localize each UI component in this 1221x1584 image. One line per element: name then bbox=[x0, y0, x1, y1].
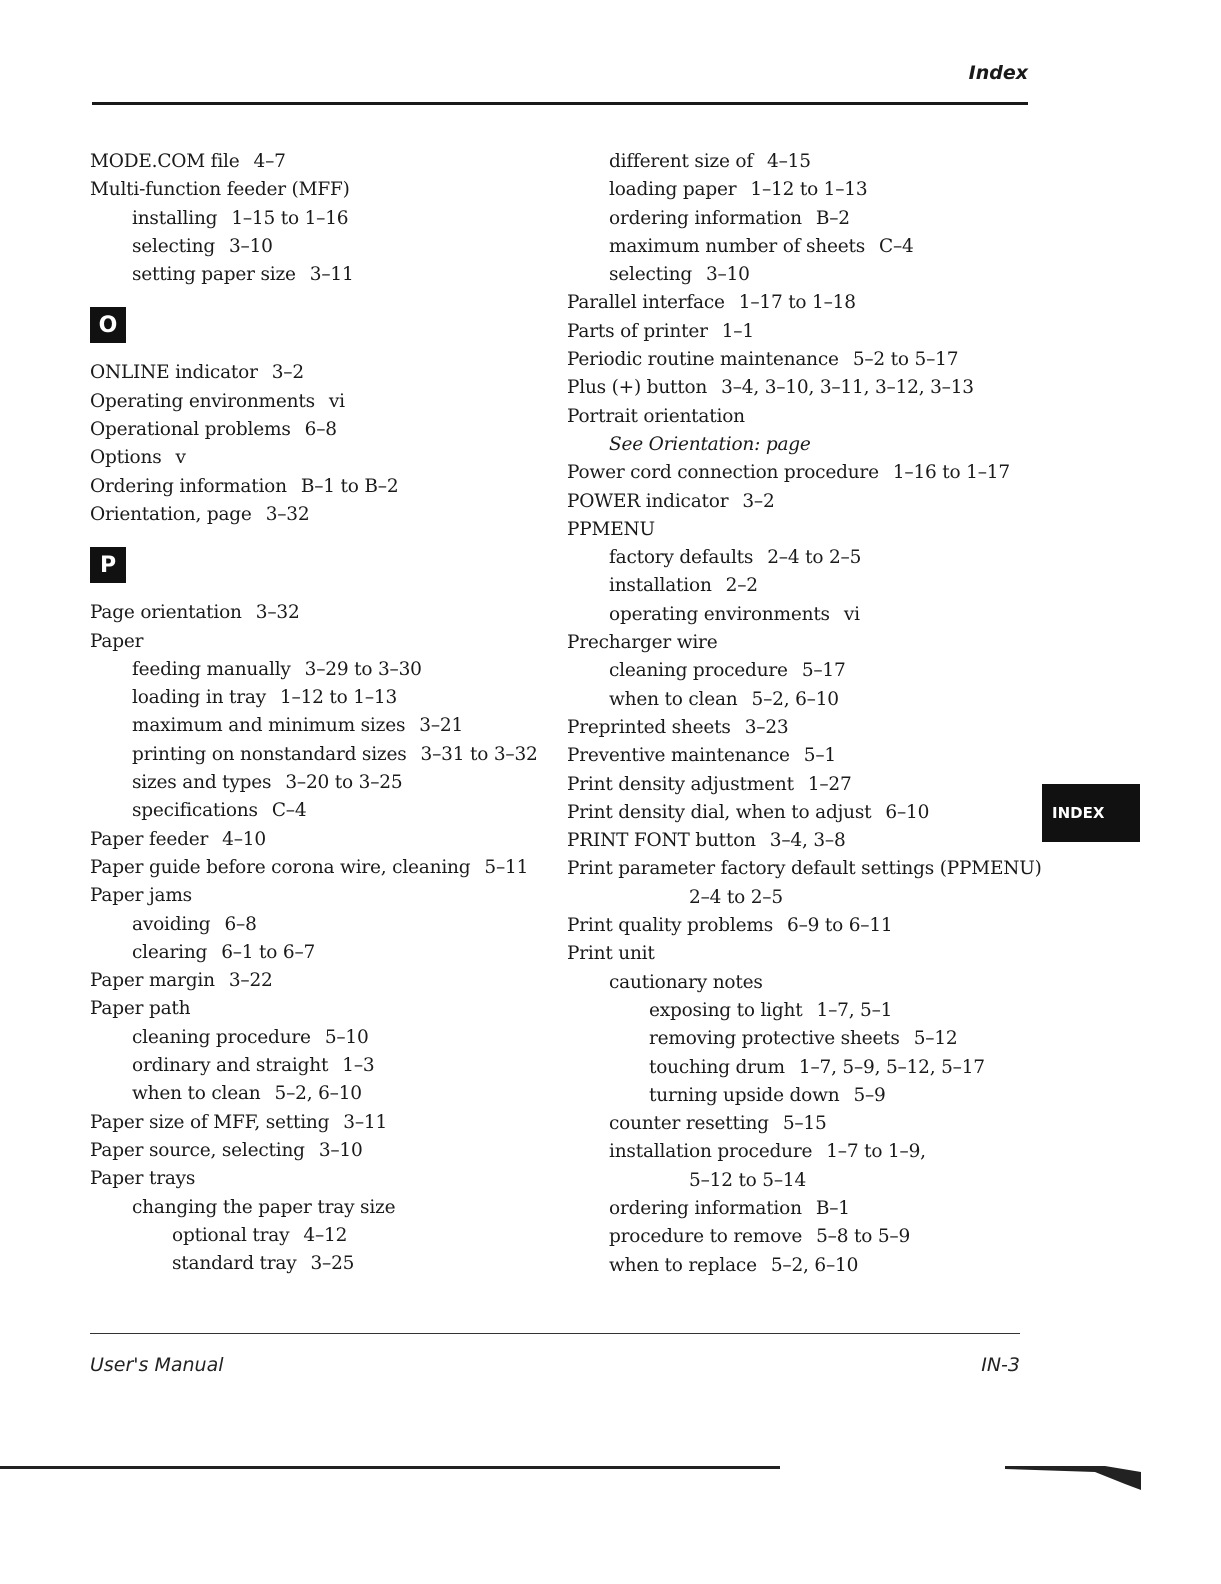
index-page-ref: 3–31 to 3–32 bbox=[420, 743, 538, 765]
index-page-ref: 3–2 bbox=[271, 362, 304, 384]
index-entry bbox=[567, 799, 1027, 827]
index-page-ref: 4–7 bbox=[253, 151, 286, 172]
index-term: feeding manually bbox=[132, 658, 291, 680]
index-entry bbox=[90, 1109, 560, 1137]
index-term: Multi-function feeder (MFF) bbox=[90, 179, 350, 201]
index-entry bbox=[567, 771, 1027, 799]
index-term: Print unit bbox=[567, 943, 655, 965]
index-term: different size of bbox=[609, 151, 753, 172]
index-entry bbox=[90, 1080, 560, 1108]
page-header-title: Index bbox=[968, 62, 1028, 84]
index-page-ref: 6–1 to 6–7 bbox=[221, 941, 316, 963]
index-term: standard tray bbox=[172, 1253, 297, 1275]
index-entry bbox=[567, 1082, 1027, 1110]
index-entry bbox=[90, 1137, 560, 1165]
letter-section-o bbox=[90, 289, 560, 359]
index-term: Print density dial, when to adjust bbox=[567, 801, 872, 823]
index-page-ref: 5–2, 6–10 bbox=[770, 1254, 859, 1276]
index-term: Ordering information bbox=[90, 475, 287, 497]
index-page-ref: C–4 bbox=[879, 235, 914, 257]
index-entry bbox=[567, 1138, 1027, 1166]
index-page-ref: 2–4 to 2–5 bbox=[767, 547, 862, 569]
index-term: MODE.COM file bbox=[90, 151, 240, 172]
index-entry bbox=[90, 995, 560, 1023]
index-page-ref: 1–7, 5–9, 5–12, 5–17 bbox=[798, 1056, 985, 1078]
index-entry bbox=[90, 769, 560, 797]
index-entry bbox=[90, 205, 560, 233]
scan-edge-line bbox=[0, 1466, 780, 1469]
index-term: PPMENU bbox=[567, 518, 655, 540]
index-page-ref: 3–10 bbox=[228, 235, 273, 257]
index-term: Paper trays bbox=[90, 1168, 196, 1190]
index-page-ref: 5–2, 6–10 bbox=[274, 1083, 362, 1105]
index-term: Paper margin bbox=[90, 970, 215, 992]
index-term: counter resetting bbox=[609, 1113, 769, 1135]
index-entry bbox=[90, 444, 560, 472]
index-page-ref: 5–9 bbox=[853, 1084, 886, 1106]
index-page-ref: 6–10 bbox=[885, 801, 930, 823]
index-entry bbox=[567, 940, 1027, 968]
index-page-ref: 3–25 bbox=[310, 1253, 355, 1275]
scan-edge-mark bbox=[1005, 1462, 1141, 1490]
index-entry bbox=[90, 148, 560, 176]
index-term: Paper bbox=[90, 630, 144, 652]
index-entry bbox=[567, 459, 1027, 487]
index-page-ref: 3–4, 3–8 bbox=[769, 830, 846, 852]
index-page-ref: 5–12 bbox=[913, 1028, 958, 1050]
index-entry bbox=[90, 854, 560, 882]
index-page-ref: 1–7, 5–1 bbox=[816, 999, 893, 1021]
index-entry bbox=[567, 742, 1027, 770]
index-term: removing protective sheets bbox=[649, 1028, 900, 1050]
index-entry bbox=[567, 289, 1027, 317]
index-page-ref: v bbox=[175, 447, 186, 469]
index-term: changing the paper tray size bbox=[132, 1196, 396, 1218]
index-term: optional tray bbox=[172, 1224, 290, 1246]
index-page-ref: 3–32 bbox=[255, 602, 300, 624]
letter-section-p bbox=[90, 529, 560, 599]
index-page-ref: 3–10 bbox=[318, 1139, 363, 1161]
index-page-ref: 6–8 bbox=[304, 419, 337, 441]
index-term: cleaning procedure bbox=[609, 660, 788, 682]
index-page-ref: 5–2 to 5–17 bbox=[852, 349, 959, 371]
index-term: Print quality problems bbox=[567, 915, 773, 937]
index-term: when to replace bbox=[609, 1254, 757, 1276]
index-term: POWER indicator bbox=[567, 490, 729, 512]
index-term: PRINT FONT button bbox=[567, 830, 756, 852]
index-page-ref: B–1 bbox=[815, 1197, 850, 1219]
index-entry bbox=[90, 176, 560, 204]
index-term: ordering information bbox=[609, 1197, 802, 1219]
index-page-ref: 5–11 bbox=[484, 856, 529, 878]
index-entry bbox=[567, 657, 1027, 685]
index-page-ref: 4–15 bbox=[767, 151, 811, 172]
index-page-ref: 5–17 bbox=[801, 660, 846, 682]
header-rule bbox=[92, 102, 1028, 105]
index-page-ref: 1–3 bbox=[342, 1055, 375, 1077]
index-entry bbox=[567, 261, 1027, 289]
index-term: exposing to light bbox=[649, 999, 803, 1021]
letter-heading-p: P bbox=[90, 547, 126, 583]
index-entry bbox=[90, 473, 560, 501]
index-term: See Orientation: page bbox=[609, 433, 811, 455]
index-entry bbox=[567, 1252, 1027, 1280]
index-column-right bbox=[567, 148, 1042, 1280]
index-page-ref: 1–15 to 1–16 bbox=[231, 207, 349, 229]
index-column-left bbox=[90, 148, 560, 1278]
index-page-ref: 6–8 bbox=[224, 913, 257, 935]
index-entry bbox=[567, 572, 1027, 600]
index-page-ref: 3–4, 3–10, 3–11, 3–12, 3–13 bbox=[721, 377, 974, 399]
index-entry bbox=[567, 233, 1027, 261]
index-page-ref: vi bbox=[328, 390, 345, 412]
index-entry bbox=[90, 712, 560, 740]
index-page-ref: 5–12 to 5–14 bbox=[689, 1169, 807, 1191]
index-term: Periodic routine maintenance bbox=[567, 349, 839, 371]
index-entry bbox=[90, 741, 560, 769]
index-page-ref: 1–27 bbox=[807, 773, 852, 795]
index-entry bbox=[567, 601, 1027, 629]
index-term: Precharger wire bbox=[567, 632, 718, 654]
index-entry bbox=[90, 261, 560, 289]
index-page-ref: B–1 to B–2 bbox=[300, 475, 399, 497]
index-term: sizes and types bbox=[132, 772, 272, 794]
index-entry bbox=[90, 628, 560, 656]
index-entry bbox=[90, 233, 560, 261]
index-term: Paper path bbox=[90, 998, 191, 1020]
index-page-ref: 3–29 to 3–30 bbox=[304, 658, 422, 680]
index-term: Print density adjustment bbox=[567, 773, 794, 795]
index-entry bbox=[567, 544, 1027, 572]
index-entry bbox=[567, 318, 1027, 346]
index-term: setting paper size bbox=[132, 264, 296, 286]
index-entry bbox=[567, 827, 1027, 855]
index-entry bbox=[567, 374, 1027, 402]
index-page-ref: 4–12 bbox=[303, 1224, 348, 1246]
index-page-ref: 6–9 to 6–11 bbox=[787, 915, 893, 937]
index-page-ref: 1–16 to 1–17 bbox=[892, 462, 1010, 484]
footer-manual-title: User's Manual bbox=[90, 1354, 224, 1376]
index-page-ref: 3–21 bbox=[419, 715, 464, 737]
index-entry bbox=[90, 826, 560, 854]
index-page-ref: 3–22 bbox=[228, 970, 273, 992]
index-term: factory defaults bbox=[609, 547, 754, 569]
index-entry bbox=[90, 1250, 560, 1278]
index-term: Power cord connection procedure bbox=[567, 462, 879, 484]
index-entry bbox=[567, 969, 1027, 997]
index-term: printing on nonstandard sizes bbox=[132, 743, 407, 765]
index-term: Page orientation bbox=[90, 602, 242, 624]
index-term: Parallel interface bbox=[567, 292, 725, 314]
index-term: Plus (+) button bbox=[567, 377, 708, 399]
index-term: operating environments bbox=[609, 603, 830, 625]
index-term: procedure to remove bbox=[609, 1226, 803, 1248]
index-page-ref: C–4 bbox=[271, 800, 307, 822]
index-term: selecting bbox=[609, 264, 692, 286]
index-page-ref: B–2 bbox=[815, 207, 850, 229]
index-term: when to clean bbox=[609, 688, 738, 710]
index-term: specifications bbox=[132, 800, 258, 822]
index-page-ref: 3–10 bbox=[705, 264, 750, 286]
index-term: loading in tray bbox=[132, 687, 266, 709]
index-term: loading paper bbox=[609, 179, 737, 201]
index-entry bbox=[567, 855, 1042, 883]
index-term: Preprinted sheets bbox=[567, 716, 731, 738]
index-term: Paper feeder bbox=[90, 828, 209, 850]
index-entry bbox=[90, 501, 560, 529]
index-entry bbox=[567, 629, 1027, 657]
index-term: maximum number of sheets bbox=[609, 235, 865, 257]
index-entry bbox=[90, 1222, 560, 1250]
index-entry bbox=[567, 997, 1027, 1025]
index-term: ordering information bbox=[609, 207, 802, 229]
index-term: selecting bbox=[132, 235, 215, 257]
index-term: Paper guide before corona wire, cleaning bbox=[90, 856, 471, 878]
index-term: maximum and minimum sizes bbox=[132, 715, 406, 737]
index-term: Paper jams bbox=[90, 885, 192, 907]
index-page-ref: 5–2, 6–10 bbox=[751, 688, 839, 710]
index-page-ref: 3–11 bbox=[343, 1111, 388, 1133]
index-entry bbox=[90, 599, 560, 627]
index-entry bbox=[567, 884, 1027, 912]
index-page-ref: 3–23 bbox=[744, 716, 789, 738]
index-term: Operating environments bbox=[90, 390, 315, 412]
index-entry bbox=[90, 359, 560, 387]
index-term: touching drum bbox=[649, 1056, 785, 1078]
index-page-ref: 5–10 bbox=[324, 1026, 369, 1048]
index-entry bbox=[567, 1054, 1027, 1082]
index-entry bbox=[567, 714, 1027, 742]
index-entry bbox=[90, 416, 560, 444]
index-page-ref: 1–1 bbox=[721, 320, 754, 342]
index-page-ref: 5–8 to 5–9 bbox=[816, 1226, 911, 1248]
index-term: Options bbox=[90, 447, 162, 469]
index-entry bbox=[567, 1167, 1027, 1195]
footer-page-number: IN-3 bbox=[981, 1354, 1020, 1376]
index-page-ref: vi bbox=[843, 603, 860, 625]
index-page-ref: 5–1 bbox=[803, 745, 836, 767]
index-entry bbox=[567, 686, 1027, 714]
index-term: Paper source, selecting bbox=[90, 1139, 305, 1161]
index-entry bbox=[567, 176, 1027, 204]
index-entry bbox=[567, 148, 1027, 176]
index-page-ref: 3–11 bbox=[309, 264, 354, 286]
index-entry bbox=[90, 1194, 560, 1222]
letter-heading-o: O bbox=[90, 307, 126, 343]
footer-rule bbox=[90, 1333, 1020, 1334]
index-term: Preventive maintenance bbox=[567, 745, 790, 767]
index-term: turning upside down bbox=[649, 1084, 840, 1106]
index-term: cleaning procedure bbox=[132, 1026, 311, 1048]
index-term: Print parameter factory default settings (PPMENU) bbox=[567, 858, 1042, 880]
index-term: Orientation, page bbox=[90, 503, 252, 525]
index-entry bbox=[567, 431, 1027, 459]
index-entry bbox=[90, 684, 560, 712]
index-term: Portrait orientation bbox=[567, 405, 745, 427]
index-term: Operational problems bbox=[90, 419, 291, 441]
index-group-o bbox=[90, 359, 560, 529]
index-group-m bbox=[90, 148, 560, 289]
index-entry bbox=[90, 939, 560, 967]
index-term: installation procedure bbox=[609, 1141, 813, 1163]
index-term: Parts of printer bbox=[567, 320, 708, 342]
index-page-ref: 2–4 to 2–5 bbox=[689, 886, 783, 908]
index-group-p bbox=[90, 599, 560, 1278]
index-entry bbox=[90, 388, 560, 416]
index-term: Paper size of MFF, setting bbox=[90, 1111, 330, 1133]
index-thumb-tab: INDEX bbox=[1042, 784, 1140, 842]
index-entry bbox=[567, 1223, 1027, 1251]
index-entry bbox=[567, 488, 1027, 516]
index-term: ONLINE indicator bbox=[90, 362, 258, 384]
index-page-ref: 3–2 bbox=[742, 490, 775, 512]
index-term: installation bbox=[609, 575, 712, 597]
index-term: avoiding bbox=[132, 913, 211, 935]
index-entry bbox=[90, 1052, 560, 1080]
index-entry bbox=[567, 912, 1027, 940]
index-entry bbox=[567, 1025, 1027, 1053]
index-term: cautionary notes bbox=[609, 971, 763, 993]
index-entry bbox=[90, 1024, 560, 1052]
index-term: installing bbox=[132, 207, 218, 229]
index-term: ordinary and straight bbox=[132, 1055, 329, 1077]
index-term: clearing bbox=[132, 941, 208, 963]
index-page-ref: 5–15 bbox=[782, 1113, 827, 1135]
index-entry bbox=[567, 403, 1027, 431]
index-entry bbox=[567, 346, 1027, 374]
index-entry bbox=[567, 516, 1027, 544]
index-page-ref: 1–7 to 1–9, bbox=[826, 1141, 926, 1163]
index-page-ref: 1–12 to 1–13 bbox=[750, 179, 868, 201]
index-entry bbox=[567, 1110, 1027, 1138]
index-entry bbox=[90, 797, 560, 825]
index-term: when to clean bbox=[132, 1083, 261, 1105]
index-page-ref: 3–20 to 3–25 bbox=[285, 772, 403, 794]
index-page-ref: 1–12 to 1–13 bbox=[279, 687, 398, 709]
index-entry bbox=[90, 911, 560, 939]
index-page-ref: 2–2 bbox=[725, 575, 758, 597]
index-entry bbox=[90, 656, 560, 684]
index-entry bbox=[567, 1195, 1027, 1223]
index-entry bbox=[90, 882, 560, 910]
index-entry bbox=[567, 205, 1027, 233]
index-entry bbox=[90, 1165, 560, 1193]
index-entry bbox=[90, 967, 560, 995]
index-page-ref: 3–32 bbox=[265, 503, 310, 525]
index-page-ref: 1–17 to 1–18 bbox=[738, 292, 856, 314]
index-page-ref: 4–10 bbox=[222, 828, 266, 850]
